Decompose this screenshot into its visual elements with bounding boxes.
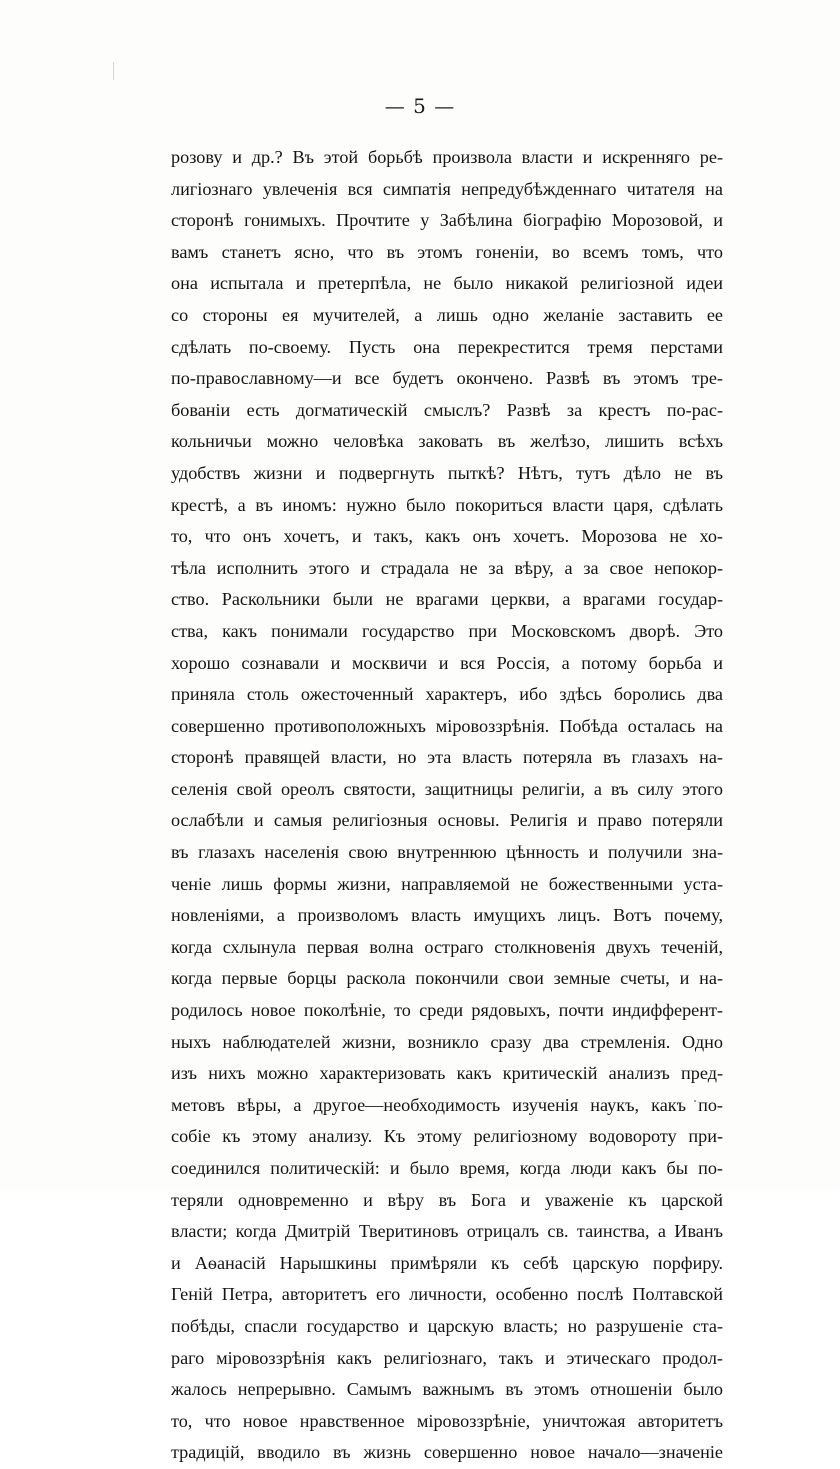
text-line: лигіознаго увлеченія вся симпатія непредубѣжденнаго читателя на xyxy=(171,178,723,199)
scan-margin-mark xyxy=(113,62,114,80)
text-line: то, что новое нравственное міровоззрѣніе, уничтожая авторитетъ xyxy=(171,1410,723,1431)
text-line: раго міровоззрѣнія какъ религіознаго, такъ и этическаго продол- xyxy=(171,1347,723,1368)
text-line: ныхъ наблюдателей жизни, возникло сразу два стремленія. Одно xyxy=(171,1031,723,1052)
text-line: когда схлынула первая волна остраго столкновенія двухъ теченій, xyxy=(171,936,723,957)
text-line: ченіе лишь формы жизни, направляемой не божественными уста- xyxy=(171,873,723,894)
text-line: родилось новое поколѣніе, то среди рядовыхъ, почти индифферент- xyxy=(171,1000,723,1021)
text-line: Геній Петра, авторитетъ его личности, особенно послѣ Полтавской xyxy=(171,1284,723,1305)
text-line: и Аѳанасій Нарышкины примѣряли къ себѣ царскую порфиру. xyxy=(171,1252,723,1273)
text-line: вамъ станетъ ясно, что въ этомъ гоненіи, во всемъ томъ, что xyxy=(171,241,723,262)
text-line: сторонѣ правящей власти, но эта власть потеряла въ глазахъ на- xyxy=(171,747,723,768)
text-line: кольничьи можно человѣка заковать въ желѣзо, лишить всѣхъ xyxy=(171,431,723,452)
text-line: собіе къ этому анализу. Къ этому религіозному водовороту при- xyxy=(171,1126,723,1147)
text-line: тѣла исполнить этого и страдала не за вѣру, а за свое непокор- xyxy=(171,557,723,578)
text-line: по-православному—и все будетъ окончено. Развѣ въ этомъ тре- xyxy=(171,368,723,389)
text-line: сдѣлать по-своему. Пусть она перекрестится тремя перстами xyxy=(171,336,723,357)
page-number: — 5 — xyxy=(384,94,456,118)
text-line: ства, какъ понимали государство при Московскомъ дворѣ. Это xyxy=(171,620,723,641)
text-line: совершенно противоположныхъ міровоззрѣнія. Побѣда осталась на xyxy=(171,715,723,736)
text-line: ство. Раскольники были не врагами церкви, а врагами государ- xyxy=(171,589,723,610)
text-line: жалось непрерывно. Самымъ важнымъ въ этомъ отношеніи было xyxy=(171,1379,723,1400)
text-line: розову и др.? Въ этой борьбѣ произвола власти и искренняго ре- xyxy=(171,147,723,167)
text-line: со стороны ея мучителей, а лишь одно желаніе заставить ее xyxy=(171,304,723,325)
text-line: приняла столь ожесточенный характеръ, ибо здѣсь боролись два xyxy=(171,684,723,705)
body-text xyxy=(171,142,723,1469)
text-line: традицій, вводило въ жизнь совершенно новое начало—значеніе xyxy=(171,1442,723,1463)
text-line: ослабѣли и самыя религіозныя основы. Религія и право потеряли xyxy=(171,810,723,831)
text-line: власти; когда Дмитрій Тверитиновъ отрицалъ св. таинства, а Иванъ xyxy=(171,1221,723,1242)
text-line: побѣды, спасли государство и царскую власть; но разрушеніе ста- xyxy=(171,1315,723,1336)
text-line: селенія свой ореолъ святости, защитницы религіи, а въ силу этого xyxy=(171,778,723,799)
text-line: она испытала и претерпѣла, не было никакой религіозной идеи xyxy=(171,273,723,294)
text-line: метовъ вѣры, а другое—необходимость изученія наукъ, какъ по- xyxy=(171,1094,723,1115)
text-line: новленіями, а произволомъ власть имущихъ лицъ. Вотъ почему, xyxy=(171,905,723,926)
text-line: то, что онъ хочетъ, и такъ, какъ онъ хочетъ. Морозова не хо- xyxy=(171,526,723,547)
text-line: сторонѣ гонимыхъ. Прочтите у Забѣлина біографію Морозовой, и xyxy=(171,210,723,231)
text-line: крестѣ, а въ иномъ: нужно было покориться власти царя, сдѣлать xyxy=(171,494,723,515)
text-line: удобствъ жизни и подвергнуть пыткѣ? Нѣтъ, тутъ дѣло не въ xyxy=(171,462,723,483)
text-line: соединился политическій: и было время, когда люди какъ бы по- xyxy=(171,1158,723,1178)
text-line: когда первые борцы раскола покончили свои земные счеты, и на- xyxy=(171,968,723,989)
text-line: теряли одновременно и вѣру въ Бога и уваженіе къ царской xyxy=(171,1189,723,1210)
text-line: хорошо сознавали и москвичи и вся Россія, а потому борьба и xyxy=(171,652,723,673)
text-line: въ глазахъ населенія свою внутреннюю цѣнность и получили зна- xyxy=(171,842,723,863)
text-line: бованіи есть догматическій смыслъ? Развѣ за крестъ по-рас- xyxy=(171,399,723,420)
text-line: изъ нихъ можно характеризовать какъ критическій анализъ пред- xyxy=(171,1063,723,1084)
